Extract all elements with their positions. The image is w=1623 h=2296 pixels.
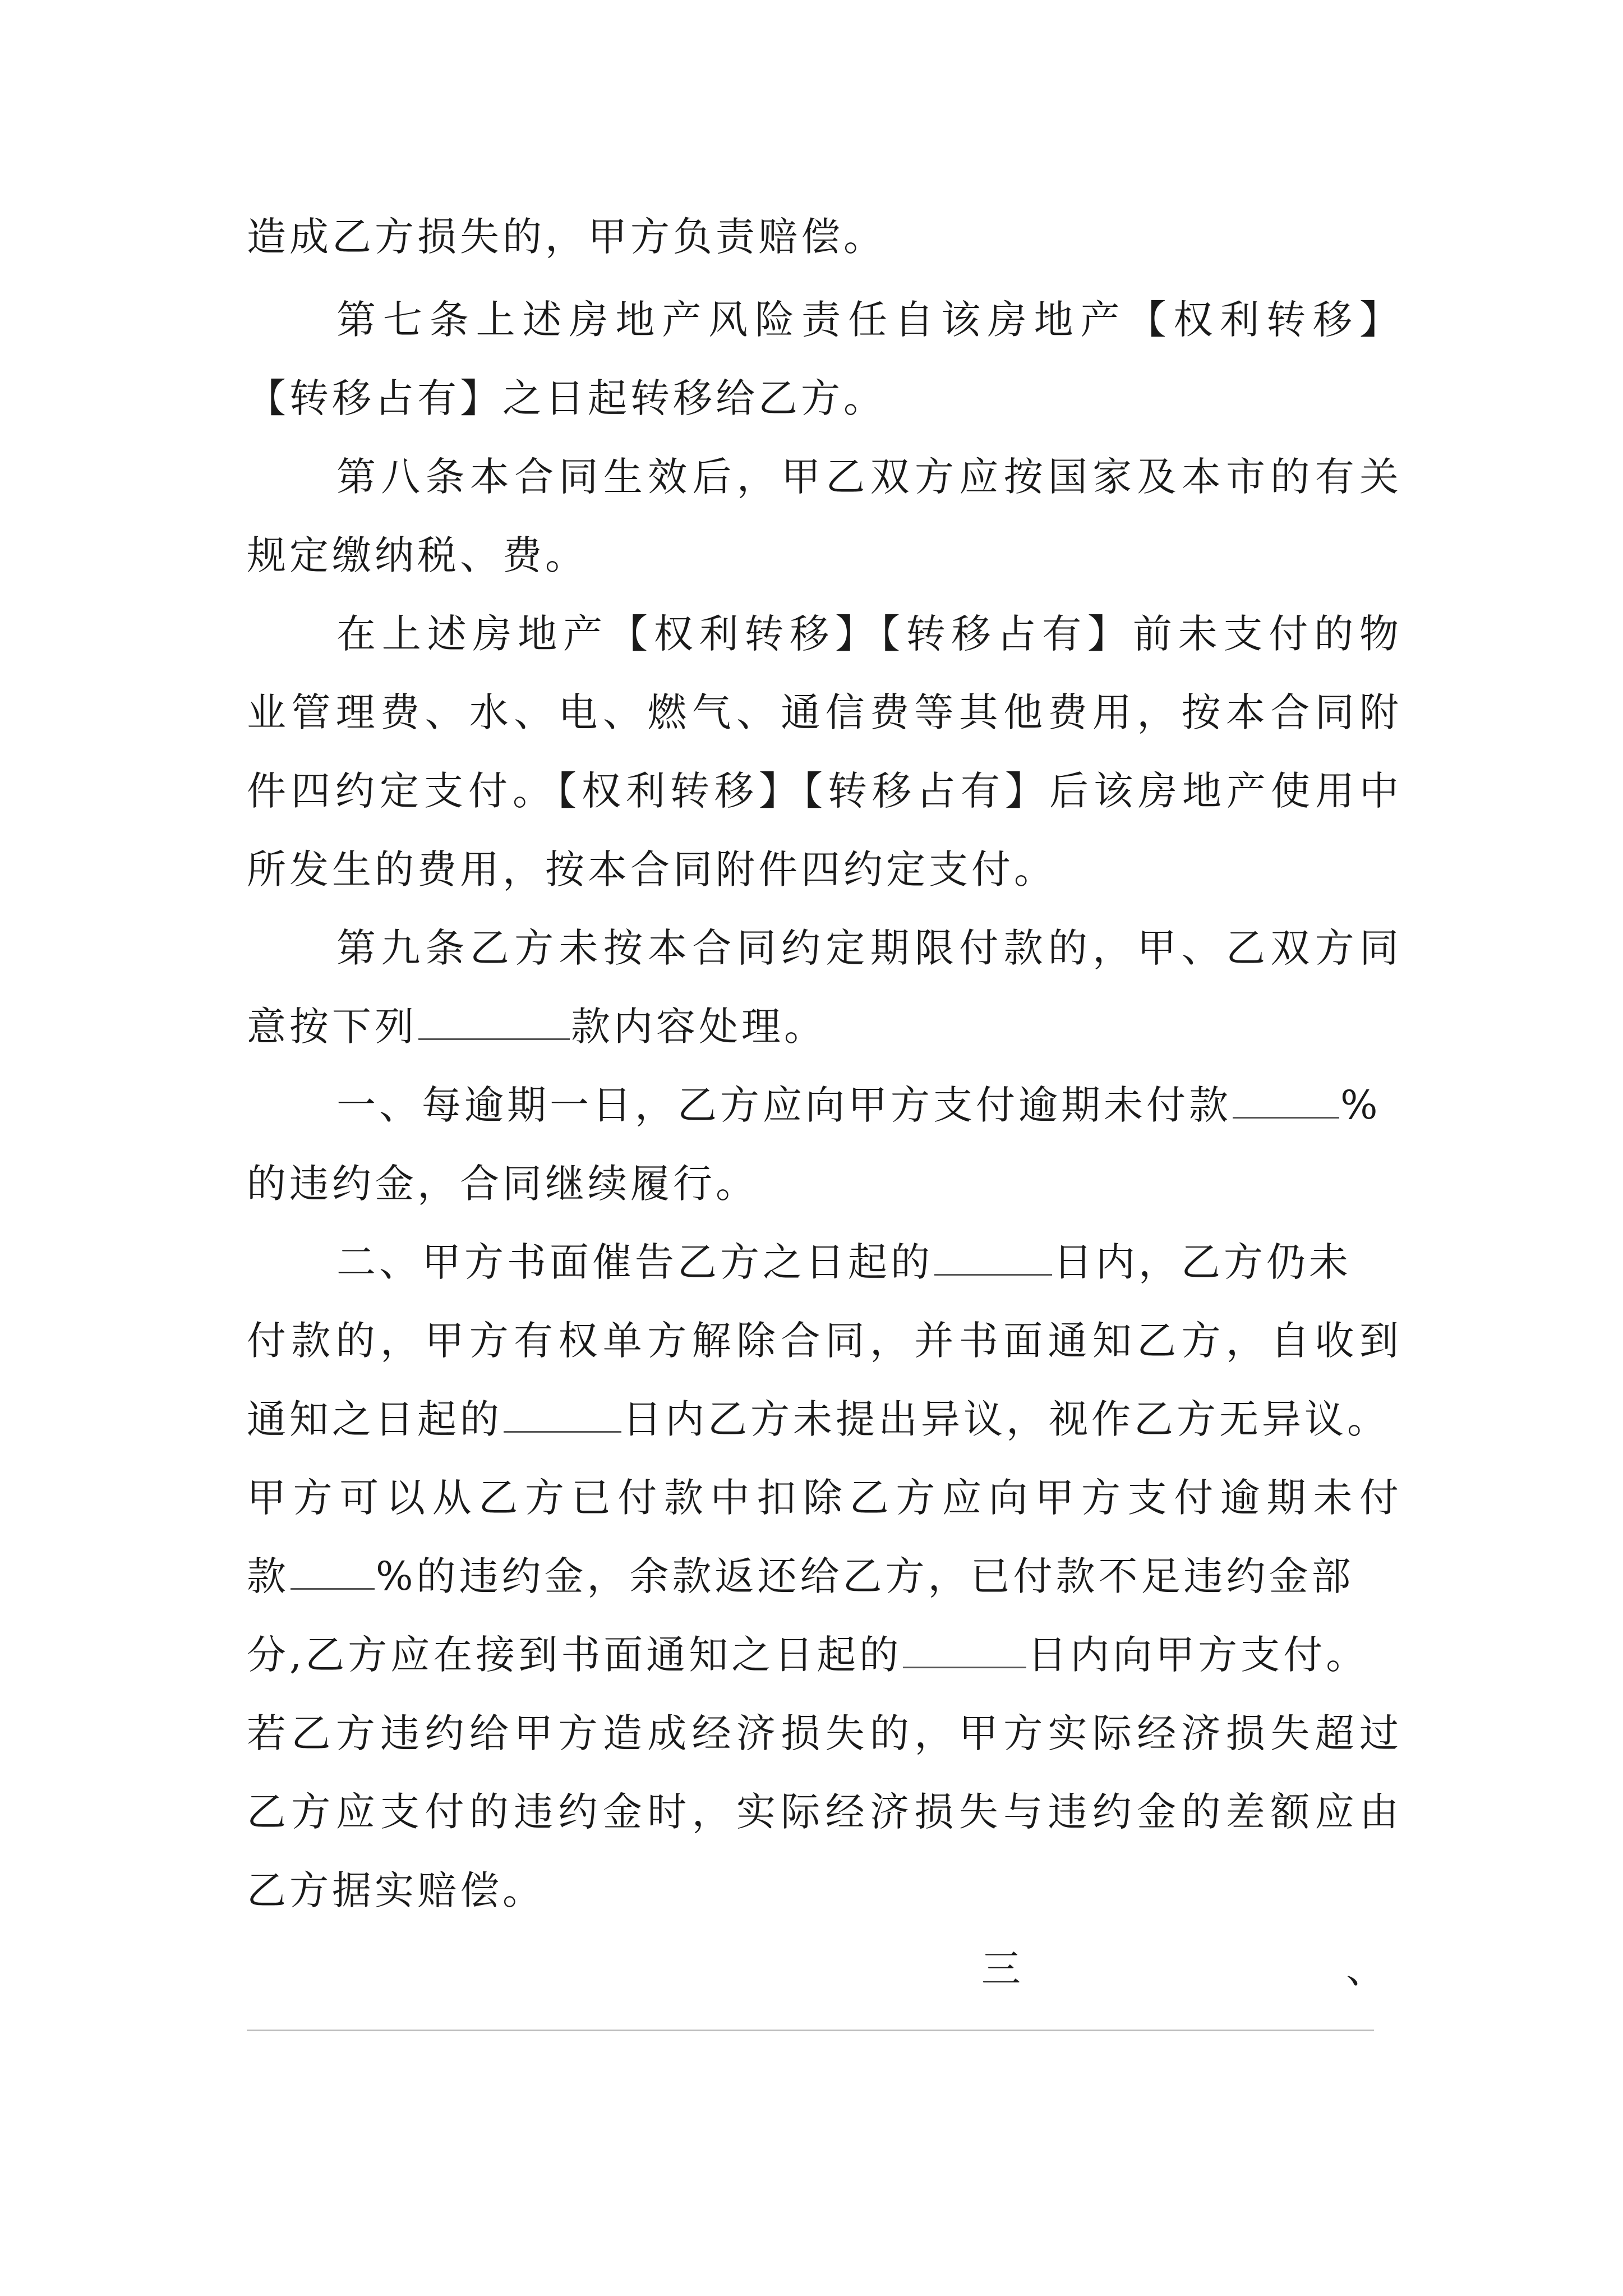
clause-2-line-3 xyxy=(247,1380,1402,1458)
line-text: 若乙方违约给甲方造成经济损失的，甲方实际经济损失超过 xyxy=(247,1710,1402,1756)
line-text: 分,乙方应在接到书面通知之日起的 xyxy=(247,1632,902,1678)
line-text: % xyxy=(1340,1082,1381,1128)
clause-2-line-8 xyxy=(247,1773,1402,1851)
line-text: 第八条本合同生效后，甲乙双方应按国家及本市的有关 xyxy=(336,454,1402,500)
line-text: 意按下列 xyxy=(247,1004,417,1050)
clause-2-line-5 xyxy=(247,1537,1402,1616)
line-text: 乙方据实赔偿。 xyxy=(247,1867,545,1913)
line-text: 在上述房地产【权利转移】【转移占有】前未支付的物 xyxy=(336,611,1402,657)
fill-in-blank[interactable] xyxy=(504,1392,621,1433)
text-line-1 xyxy=(247,197,1402,276)
clause-2-line-4 xyxy=(247,1458,1402,1537)
line-text: 的违约金，合同继续履行。 xyxy=(247,1161,758,1207)
line-text: 一、每逾期一日，乙方应向甲方支付逾期未付款 xyxy=(336,1082,1232,1128)
line-text: 第九条乙方未按本合同约定期限付款的，甲、乙双方同 xyxy=(336,925,1402,971)
divider-rule xyxy=(247,2030,1374,2031)
line-text: 日内向甲方支付。 xyxy=(1027,1632,1369,1678)
article-9-line-2 xyxy=(247,987,1402,1066)
fill-in-blank[interactable] xyxy=(1233,1078,1339,1119)
article-8-line-1 xyxy=(247,438,1402,516)
clause-3-number: 三 xyxy=(981,1946,1021,1992)
clause-2-line-6 xyxy=(247,1616,1402,1694)
fees-paragraph-line-1 xyxy=(247,595,1402,673)
clause-2-line-2 xyxy=(247,1301,1402,1380)
fill-in-blank[interactable] xyxy=(934,1235,1052,1276)
fill-in-blank[interactable] xyxy=(291,1549,375,1590)
clause-2-line-9 xyxy=(247,1851,1402,1930)
line-text: 付款的，甲方有权单方解除合同，并书面通知乙方，自收到 xyxy=(247,1318,1402,1364)
article-8-line-2 xyxy=(247,516,1402,595)
article-9-line-1 xyxy=(247,909,1402,987)
line-text: 甲方可以从乙方已付款中扣除乙方应向甲方支付逾期未付 xyxy=(247,1475,1402,1521)
clause-2-line-1 xyxy=(247,1223,1402,1301)
clause-1-line-1 xyxy=(247,1066,1402,1144)
fees-paragraph-line-2 xyxy=(247,673,1402,752)
line-text: 造成乙方损失的，甲方负责赔偿。 xyxy=(247,214,886,260)
line-text: %的违约金，余款返还给乙方，已付款不足违约金部 xyxy=(376,1553,1354,1599)
line-text: 通知之日起的 xyxy=(247,1396,502,1442)
line-text: 乙方应支付的违约金时，实际经济损失与违约金的差额应由 xyxy=(247,1789,1402,1835)
line-text: 所发生的费用，按本合同附件四约定支付。 xyxy=(247,846,1057,892)
fill-in-blank[interactable] xyxy=(903,1627,1026,1668)
line-text: 日内乙方未提出异议，视作乙方无异议。 xyxy=(623,1396,1390,1442)
clause-3-separator: 、 xyxy=(1346,1946,1385,1992)
line-text: 规定缴纳税、费。 xyxy=(247,532,588,578)
article-7-line-1 xyxy=(247,280,1402,359)
line-text: 二、甲方书面催告乙方之日起的 xyxy=(336,1239,933,1285)
article-7-line-2 xyxy=(247,359,1402,438)
line-text: 款内容处理。 xyxy=(571,1004,827,1050)
fill-in-blank[interactable] xyxy=(418,999,570,1040)
line-text: 件四约定支付。【权利转移】【转移占有】后该房地产使用中 xyxy=(247,768,1402,814)
fees-paragraph-line-3 xyxy=(247,752,1402,830)
line-text: 日内，乙方仍未 xyxy=(1053,1239,1352,1285)
clause-1-line-2 xyxy=(247,1144,1402,1223)
fees-paragraph-line-4 xyxy=(247,830,1402,909)
line-text: 【转移占有】之日起转移给乙方。 xyxy=(247,375,886,421)
line-text: 业管理费、水、电、燃气、通信费等其他费用，按本合同附 xyxy=(247,689,1402,735)
clause-2-line-7 xyxy=(247,1694,1402,1773)
line-text: 第七条上述房地产风险责任自该房地产【权利转移】 xyxy=(336,297,1402,343)
line-text: 款 xyxy=(247,1553,289,1599)
